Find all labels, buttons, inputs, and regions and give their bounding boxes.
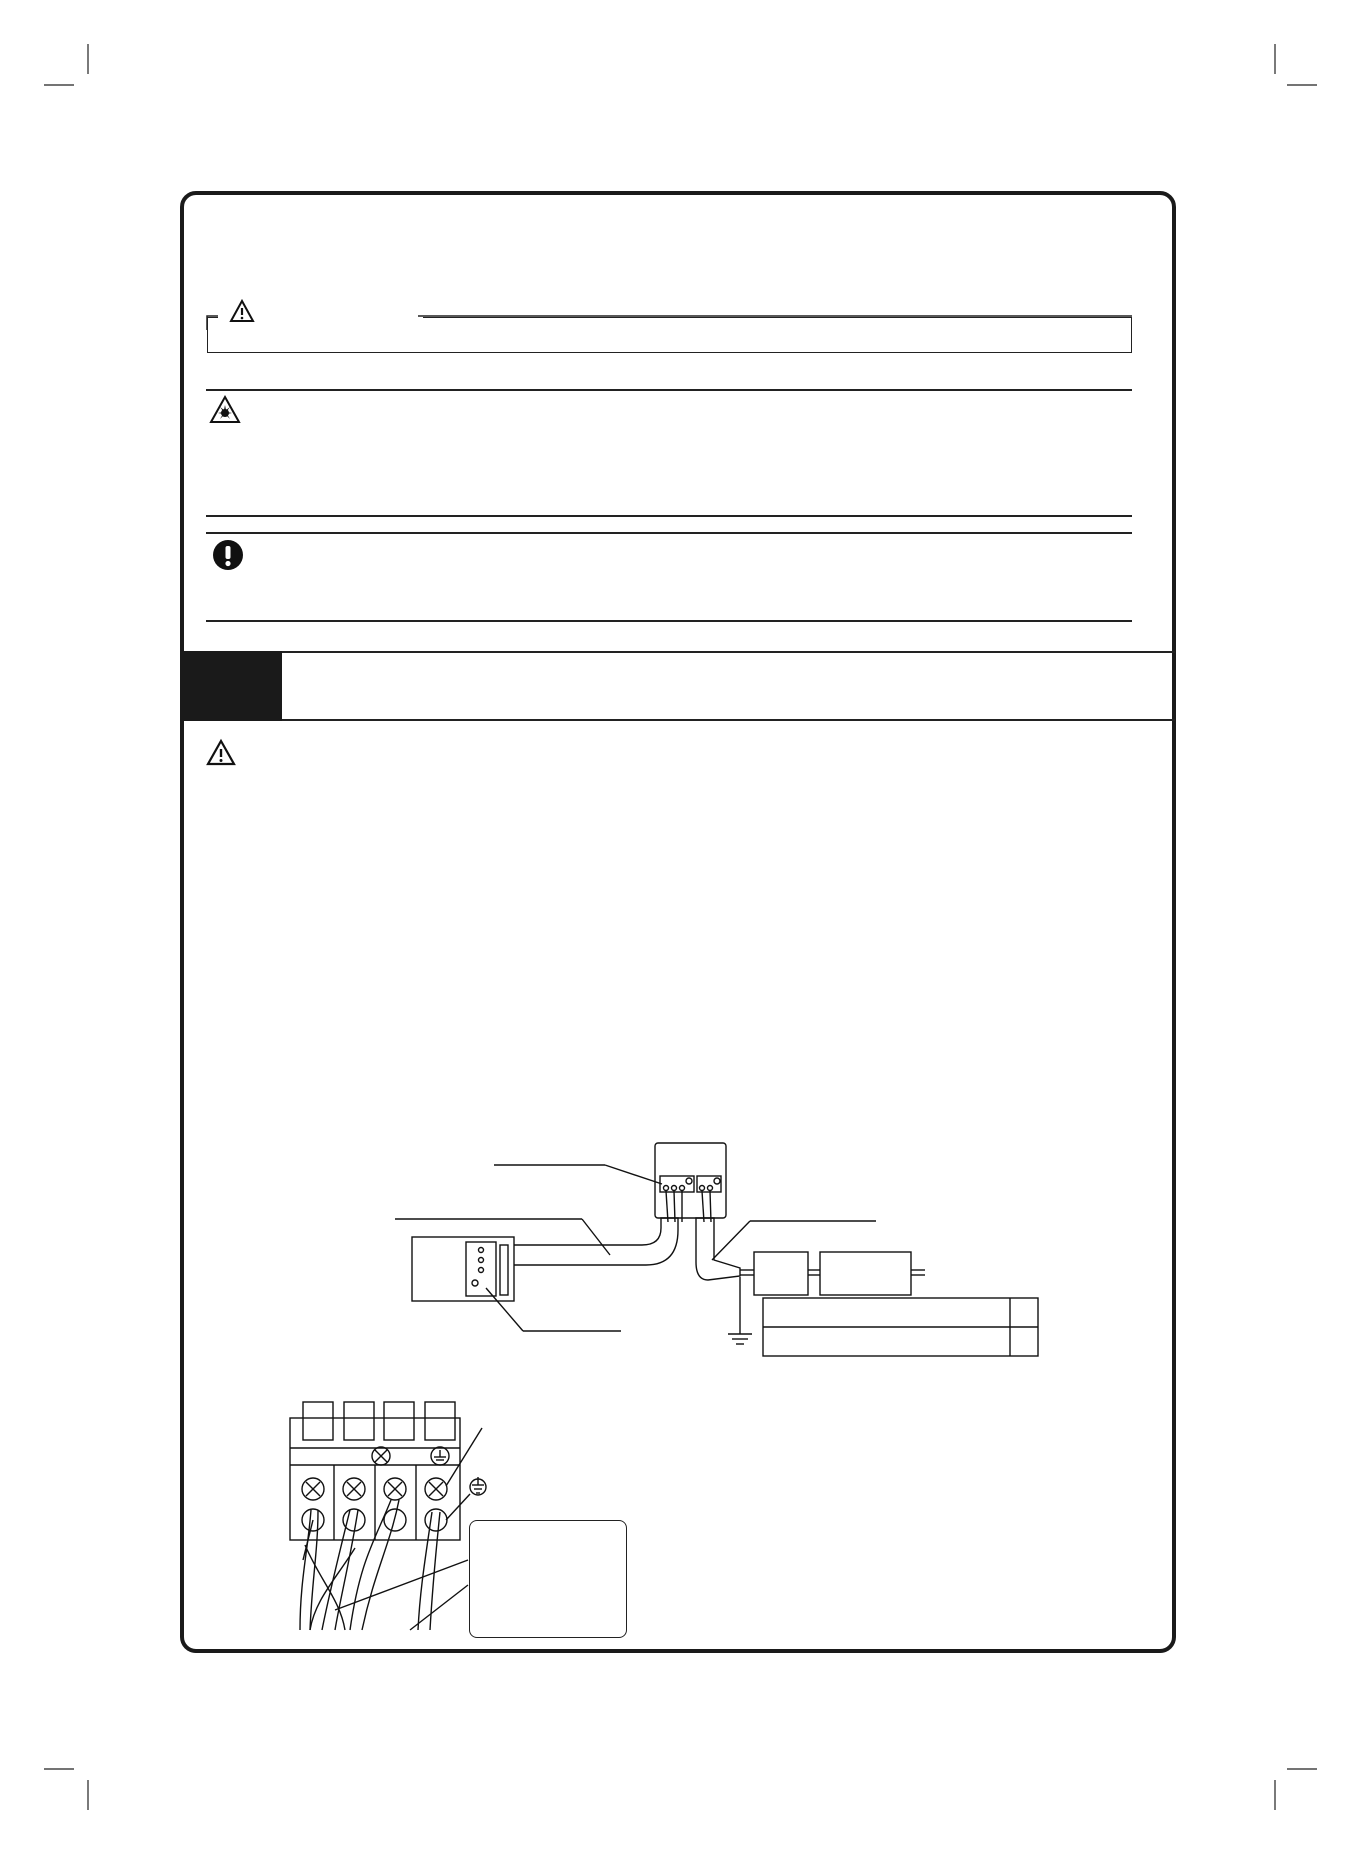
terminal-note-box [469,1520,627,1638]
